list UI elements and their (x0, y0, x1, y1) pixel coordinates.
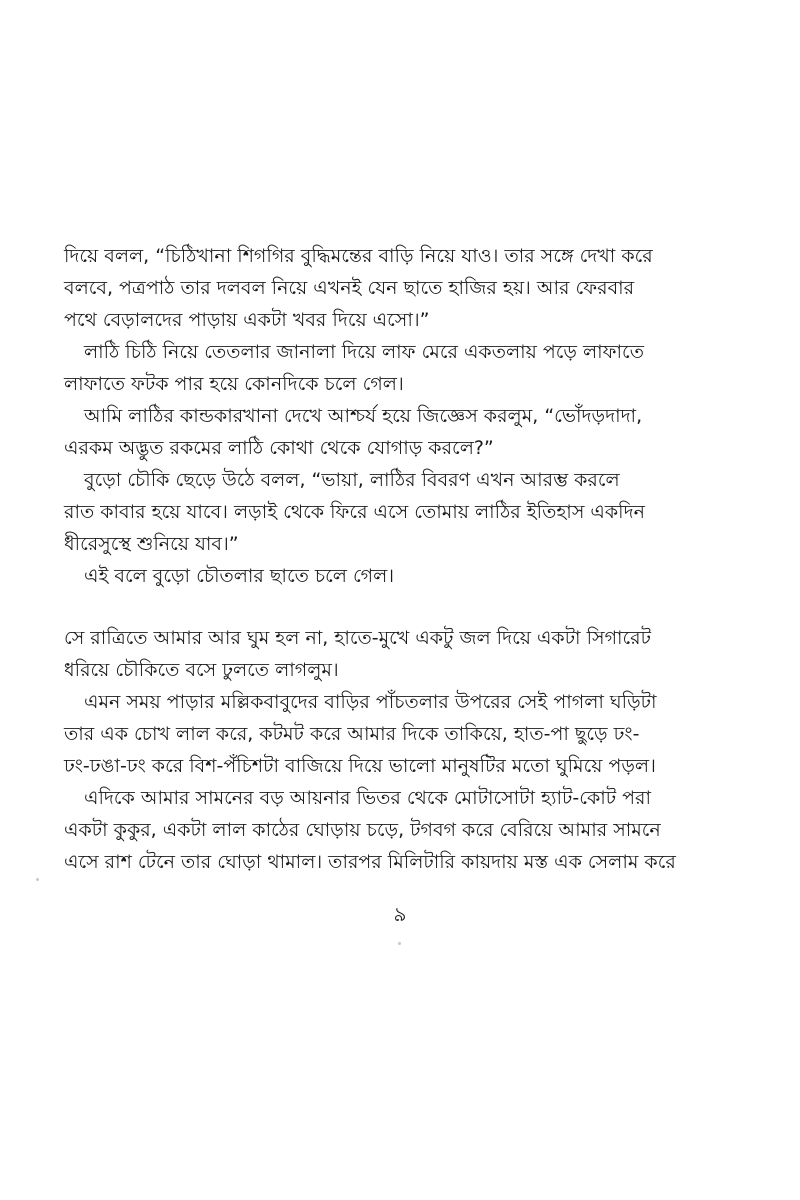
paragraph-line: ধীরেসুস্থে শুনিয়ে যাব।” (64, 533, 239, 555)
paragraph-line: পথে বেড়ালদের পাড়ায় একটা খবর দিয়ে এসো।” (64, 309, 430, 331)
paragraph-line: তার এক চোখ লাল করে, কটমট করে আমার দিকে তাকিয়ে, হাত-পা ছুড়ে ঢং- (64, 723, 640, 745)
paragraph-line: লাঠি চিঠি নিয়ে তেতলার জানালা দিয়ে লাফ মেরে একতলায় পড়ে লাফাতে (84, 341, 644, 363)
paragraph-line: এমন সময় পাড়ার মল্লিকবাবুদের বাড়ির পাঁচতলার উপরের সেই পাগলা ঘড়িটা (84, 691, 657, 713)
paragraph-line: বুড়ো চৌকি ছেড়ে উঠে বলল, “ভায়া, লাঠির বিবরণ এখন আরম্ভ করলে (84, 469, 620, 491)
paragraph-line: বলবে, পত্রপাঠ তার দলবল নিয়ে এখনই যেন ছাতে হাজির হয়। আর ফেরবার (64, 277, 635, 299)
text-section-two (64, 622, 744, 878)
paragraph-line: এসে রাশ টেনে তার ঘোড়া থামাল। তারপর মিলিটারি কায়দায় মস্ত এক সেলাম করে (64, 851, 676, 873)
paragraph-line: এদিকে আমার সামনের বড় আয়নার ভিতর থেকে মোটাসোটা হ্যাট-কোট পরা (84, 787, 652, 809)
paragraph-line: এই বলে বুড়ো চৌতলার ছাতে চলে গেল। (84, 565, 395, 587)
paper-speck (36, 878, 39, 881)
paper-speck (398, 942, 401, 945)
paragraph-line: রাত কাবার হয়ে যাবে। লড়াই থেকে ফিরে এসে তোমায় লাঠির ইতিহাস একদিন (64, 501, 645, 523)
paragraph-line: একটা কুকুর, একটা লাল কাঠের ঘোড়ায় চড়ে, টগবগ করে বেরিয়ে আমার সামনে (64, 819, 661, 841)
text-section-one (64, 240, 744, 592)
paragraph-line: দিয়ে বলল, “চিঠিখানা শিগগির বুদ্ধিমন্তের বাড়ি নিয়ে যাও। তার সঙ্গে দেখা করে (64, 245, 653, 267)
paragraph-line: ঢং-ঢঙা-ঢং করে বিশ-পঁচিশটা বাজিয়ে দিয়ে ভালো মানুষটির মতো ঘুমিয়ে পড়ল। (64, 755, 656, 777)
paragraph-line: সে রাত্রিতে আমার আর ঘুম হল না, হাতে-মুখে একটু জল দিয়ে একটা সিগারেট (64, 627, 651, 649)
paragraph-line: লাফাতে ফটক পার হয়ে কোনদিকে চলে গেল। (64, 373, 404, 395)
paragraph-line: এরকম অদ্ভুত রকমের লাঠি কোথা থেকে যোগাড় করলে?” (64, 437, 494, 459)
paragraph-line: ধরিয়ে চৌকিতে বসে ঢুলতে লাগলুম। (64, 659, 339, 681)
paragraph-line: আমি লাঠির কান্ডকারখানা দেখে আশ্চর্য হয়ে জিজ্ঞেস করলুম, “ভোঁদড়দাদা, (84, 405, 643, 427)
page-number: ৯ (393, 902, 407, 926)
